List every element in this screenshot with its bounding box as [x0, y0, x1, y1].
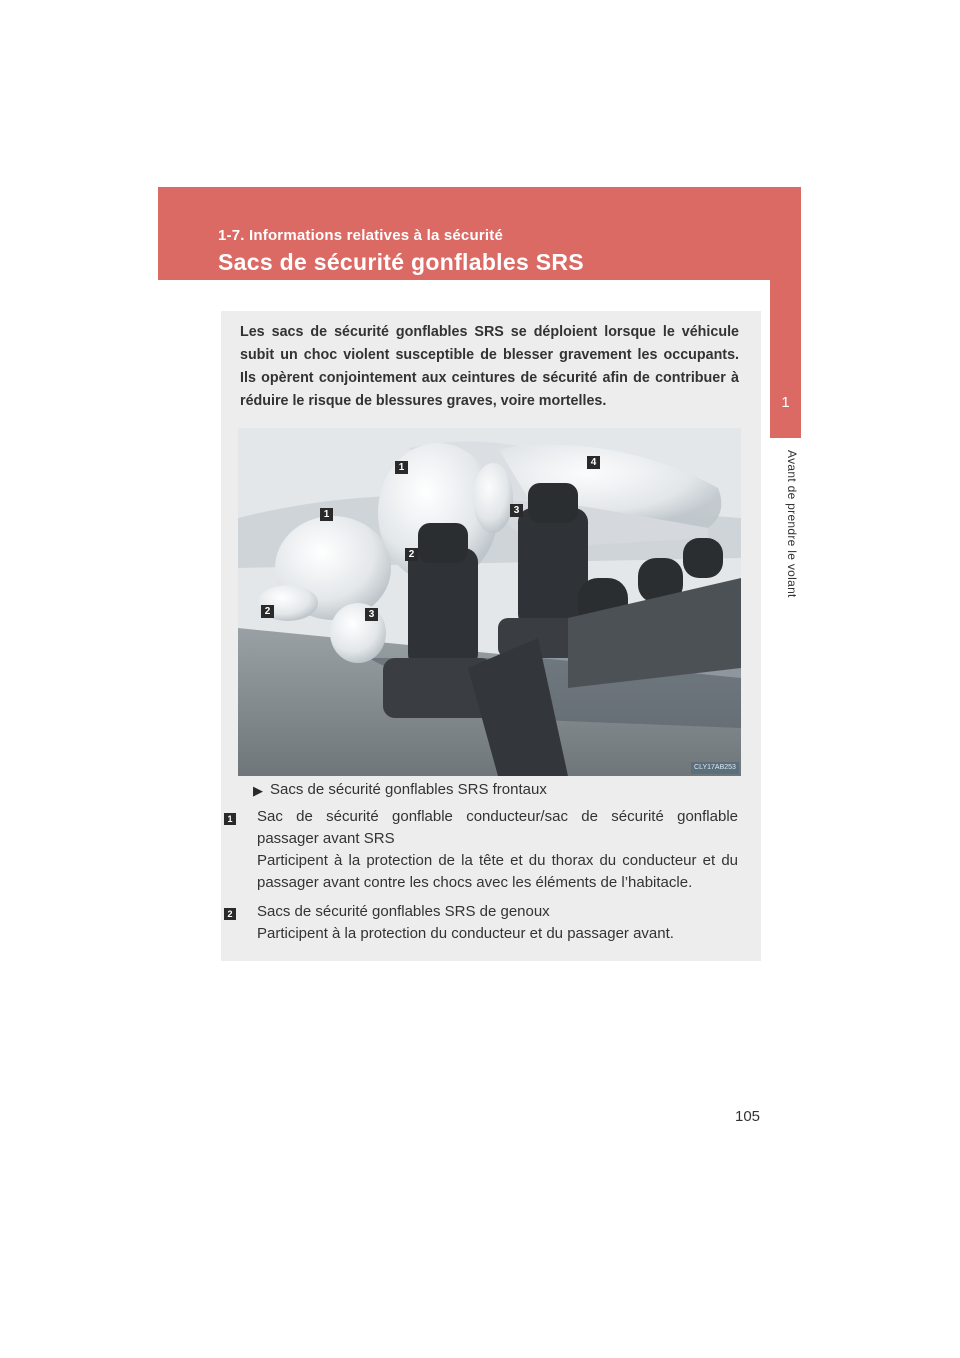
callout-3: 3: [510, 504, 523, 517]
chapter-header: [158, 187, 801, 280]
list-item: [257, 806, 738, 894]
callout-1: 1: [320, 508, 333, 521]
item-title: Sacs de sécurité gonflables SRS de genoux: [257, 903, 550, 920]
list-item: [257, 901, 738, 945]
car-interior-illustration: [238, 428, 741, 776]
section-label: 1-7. Informations relatives à la sécurité: [218, 227, 503, 244]
item-title: Sac de sécurité gonflable conducteur/sac de sécurité gonflable passager avant SRS: [257, 808, 738, 847]
callout-1: 1: [395, 461, 408, 474]
figure-code: CLY17AB253: [691, 762, 739, 774]
callout-4: 4: [587, 456, 600, 469]
callout-2: 2: [261, 605, 274, 618]
page-title: Sacs de sécurité gonflables SRS: [218, 249, 584, 275]
callout-3: 3: [365, 608, 378, 621]
callout-2: 2: [405, 548, 418, 561]
page-number: 105: [735, 1108, 761, 1125]
item-marker-2: 2: [224, 908, 236, 920]
chapter-tab: 1: [770, 367, 801, 438]
intro-paragraph: Les sacs de sécurité gonflables SRS se déploient lorsque le véhicule subit un choc violent susceptible de blesser gravement les occupants. Ils opèrent conjointement aux ceintures de sécurité afin de contribuer à réduire le risque de blessures graves, voire mortelles.: [240, 324, 739, 409]
list-heading: [253, 781, 547, 798]
list-heading-text: Sacs de sécurité gonflables SRS frontaux: [270, 781, 547, 798]
item-marker-1: 1: [224, 813, 236, 825]
triangle-bullet-icon: ▶: [253, 783, 263, 798]
item-description: Participent à la protection de la tête et du thorax du conducteur et du passager avant contre les chocs avec les éléments de l’habitacle.: [257, 852, 738, 891]
airbag-illustration: [238, 428, 741, 776]
item-description: Participent à la protection du conducteur et du passager avant.: [257, 925, 674, 942]
content-panel: [221, 311, 761, 961]
chapter-side-label: Avant de prendre le volant: [785, 450, 799, 598]
